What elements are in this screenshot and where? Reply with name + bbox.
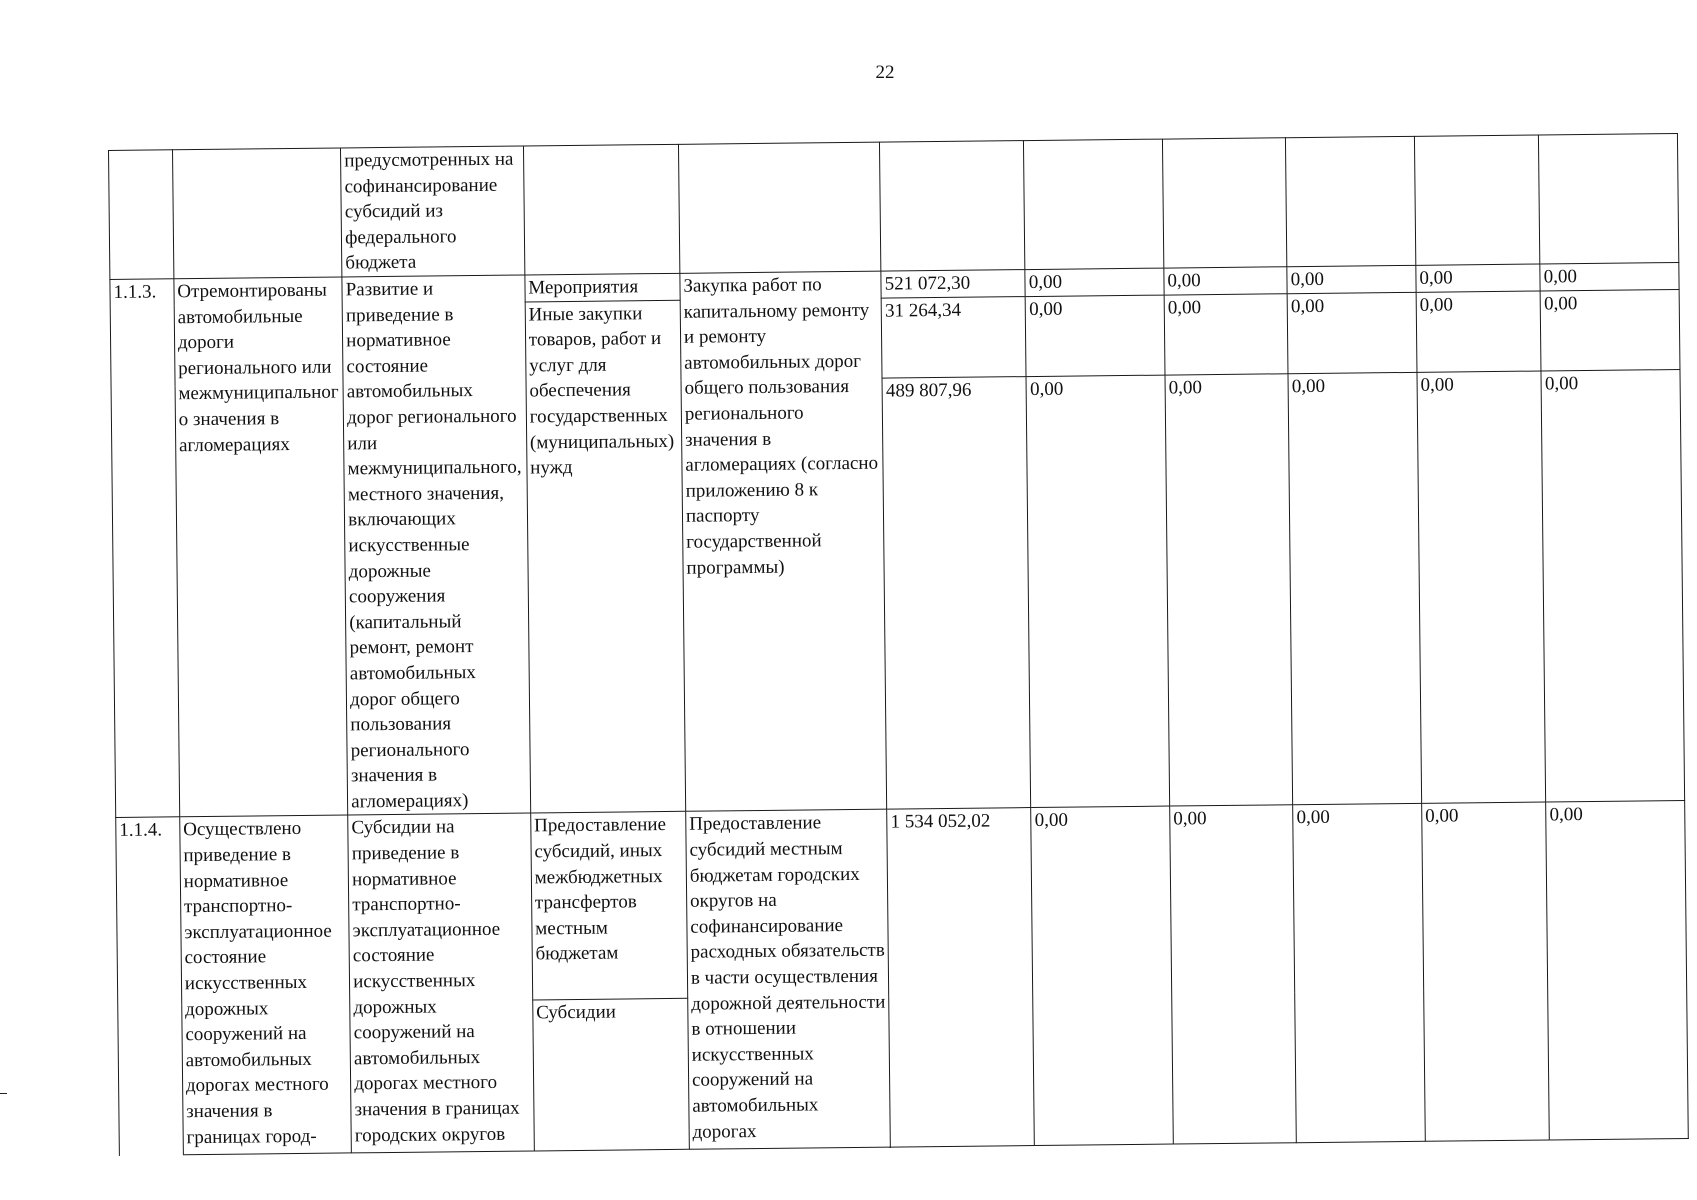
cell-result [172,148,342,279]
value-cell: 0,00 [1031,807,1173,1146]
value-cell: 0,00 [1025,268,1164,296]
direction-text: Закупка работ по капитальному ремонту и ремонту автомобильных дорог общего пользования регионального значения в агломерациях (согласно приложению 8 к паспорту государственной программы) [680,271,887,812]
cell-value [880,141,1026,272]
expense-type-sub: Иные закупки товаров, работ и услуг для обеспечения государственных (муниципальных) нужд [525,300,686,814]
cell-measure: предусмотренных на софинансирование субсидий из федерального бюджета [341,146,525,277]
expense-type-sub: Субсидии [533,999,690,1152]
result-text: Осуществлено приведение в нормативное транспортно-эксплуатационное состояние искусственных дорожных сооружений на автомобильных дорогах местного значения в границах город- [180,815,352,1155]
cell-type [523,144,680,275]
document-sheet [108,133,1689,1148]
cell-direction [678,142,881,273]
value-cell: 0,00 [1287,265,1416,293]
value-cell: 0,00 [1026,295,1165,377]
value-cell: 0,00 [1164,267,1287,295]
margin-mark [0,1093,7,1094]
value-cell: 0,00 [1287,292,1417,374]
expense-type-main: Предоставление субсидий, иных межбюджетных трансфертов местным бюджетам [530,812,687,1001]
cell-value [1414,135,1540,265]
value-cell: 0,00 [1026,376,1169,808]
value-cell: 0,00 [1422,802,1550,1141]
value-cell: 521 072,30 [881,270,1025,298]
expense-type-main: Мероприятия [525,273,680,301]
table-row [109,134,1679,280]
value-cell: 31 264,34 [881,296,1026,378]
measure-text: Субсидии на приведение в нормативное транспортно-эксплуатационное состояние искусственных дорожных сооружений на автомобильных дорогах местного значения в границах городских округов [348,813,534,1153]
value-cell: 0,00 [1540,263,1679,291]
value-cell: 0,00 [1416,264,1541,292]
direction-text: Предоставление субсидий местным бюджетам городских округов на софинансирование расходных обязательств в части осуществления дорожной деятельности в отношении искусственных сооружений на автомобильных дорогах [686,810,891,1150]
value-cell: 0,00 [1541,370,1684,802]
table-row [116,801,1687,1005]
value-cell: 0,00 [1416,291,1541,373]
value-cell: 0,00 [1164,293,1288,375]
value-cell: 0,00 [1546,801,1688,1140]
cell-number [109,150,174,280]
value-cell: 0,00 [1293,804,1425,1143]
value-cell: 0,00 [1417,371,1546,803]
value-cell: 1 534 052,02 [887,808,1035,1148]
cell-value [1162,138,1287,268]
value-cell: 0,00 [1165,374,1293,806]
page-number: 22 [875,62,895,83]
budget-table [108,133,1689,1156]
value-cell: 489 807,96 [882,377,1031,810]
measure-text: Развитие и приведение в нормативное состояние автомобильных дорог регионального или межмуниципального, местного значения, включающих искусственные дорожные сооружения (капитальный ремонт, ремонт автомобильных дорог общего пользования регионального значения в агломерациях) [342,275,530,815]
value-cell: 0,00 [1540,289,1680,371]
value-cell: 0,00 [1170,805,1297,1144]
row-number: 1.1.4. [116,817,183,1156]
cell-value [1539,134,1679,264]
result-text: Отремонтированы автомобильные дороги регионального или межмуниципального значения в агломерациях [174,277,348,817]
row-number: 1.1.3. [110,279,180,818]
cell-value [1286,136,1416,266]
value-cell: 0,00 [1288,373,1421,805]
cell-value [1024,139,1164,269]
